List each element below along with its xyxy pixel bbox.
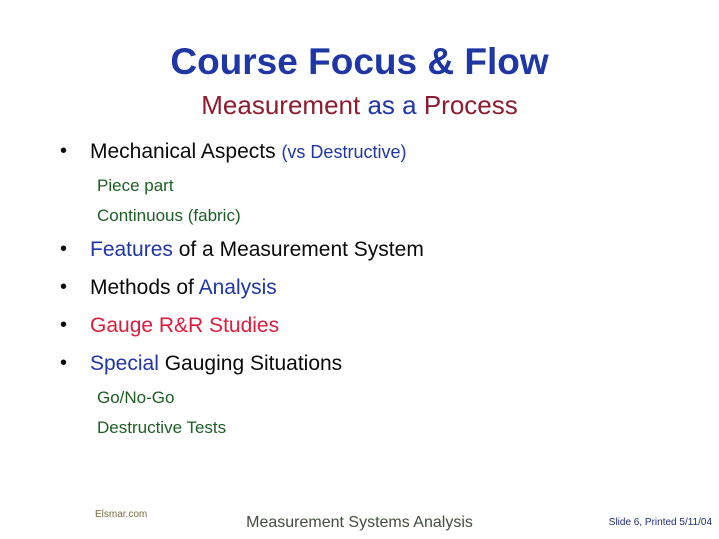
item-text-blue: Special — [90, 351, 159, 375]
list-subitem-destructive-tests — [0, 413, 719, 443]
item-text-black: Gauging Situations — [158, 351, 343, 375]
list-item-gauge-rr-studies — [0, 307, 719, 345]
list-item-special-gauging — [0, 345, 719, 383]
item-text-blue: Analysis — [198, 275, 277, 299]
list-item-features — [0, 231, 719, 269]
item-text-black: Mechanical Aspects — [90, 139, 282, 163]
bullet-icon: • — [60, 276, 68, 299]
item-text-red: Gauge R&R Studies — [90, 313, 280, 337]
list-item-text — [90, 238, 424, 262]
subitem-text: Destructive Tests — [97, 417, 227, 437]
subitem-text: Go/No-Go — [97, 387, 175, 407]
list-item-text — [90, 140, 406, 164]
list-subitem-piece-part — [0, 171, 719, 201]
bullet-icon: • — [60, 352, 68, 375]
subtitle-segment-maroon-2: Process — [416, 89, 518, 120]
list-item-methods-of-analysis — [0, 269, 719, 307]
list-subitem-continuous-fabric — [0, 201, 719, 231]
subitem-text: Piece part — [97, 175, 174, 195]
brand-watermark: Elsmar.com — [95, 509, 148, 520]
bullet-icon: • — [60, 140, 68, 163]
list-item-mechanical-aspects — [0, 133, 719, 171]
item-text-blue: Features — [90, 237, 173, 261]
list-item-text — [90, 352, 342, 376]
item-text-black: of a Measurement System — [172, 237, 424, 261]
subtitle-segment-blue: as a — [367, 89, 417, 120]
page-title: Course Focus & Flow — [170, 41, 549, 82]
list-item-text — [90, 276, 277, 300]
bullet-list — [0, 133, 719, 443]
footer-course-title: Measurement Systems Analysis — [246, 514, 473, 531]
slide-subtitle — [0, 91, 719, 121]
list-subitem-go-no-go — [0, 383, 719, 413]
item-text-black: Methods of — [90, 275, 199, 299]
slide-number-caption: Slide 6, Printed 5/11/04 — [608, 517, 712, 528]
subitem-text: Continuous (fabric) — [97, 205, 241, 225]
bullet-icon: • — [60, 238, 68, 261]
subtitle-segment-maroon: Measurement — [201, 89, 368, 120]
bullet-icon: • — [60, 314, 68, 337]
item-text-note-blue: (vs Destructive) — [281, 141, 407, 162]
